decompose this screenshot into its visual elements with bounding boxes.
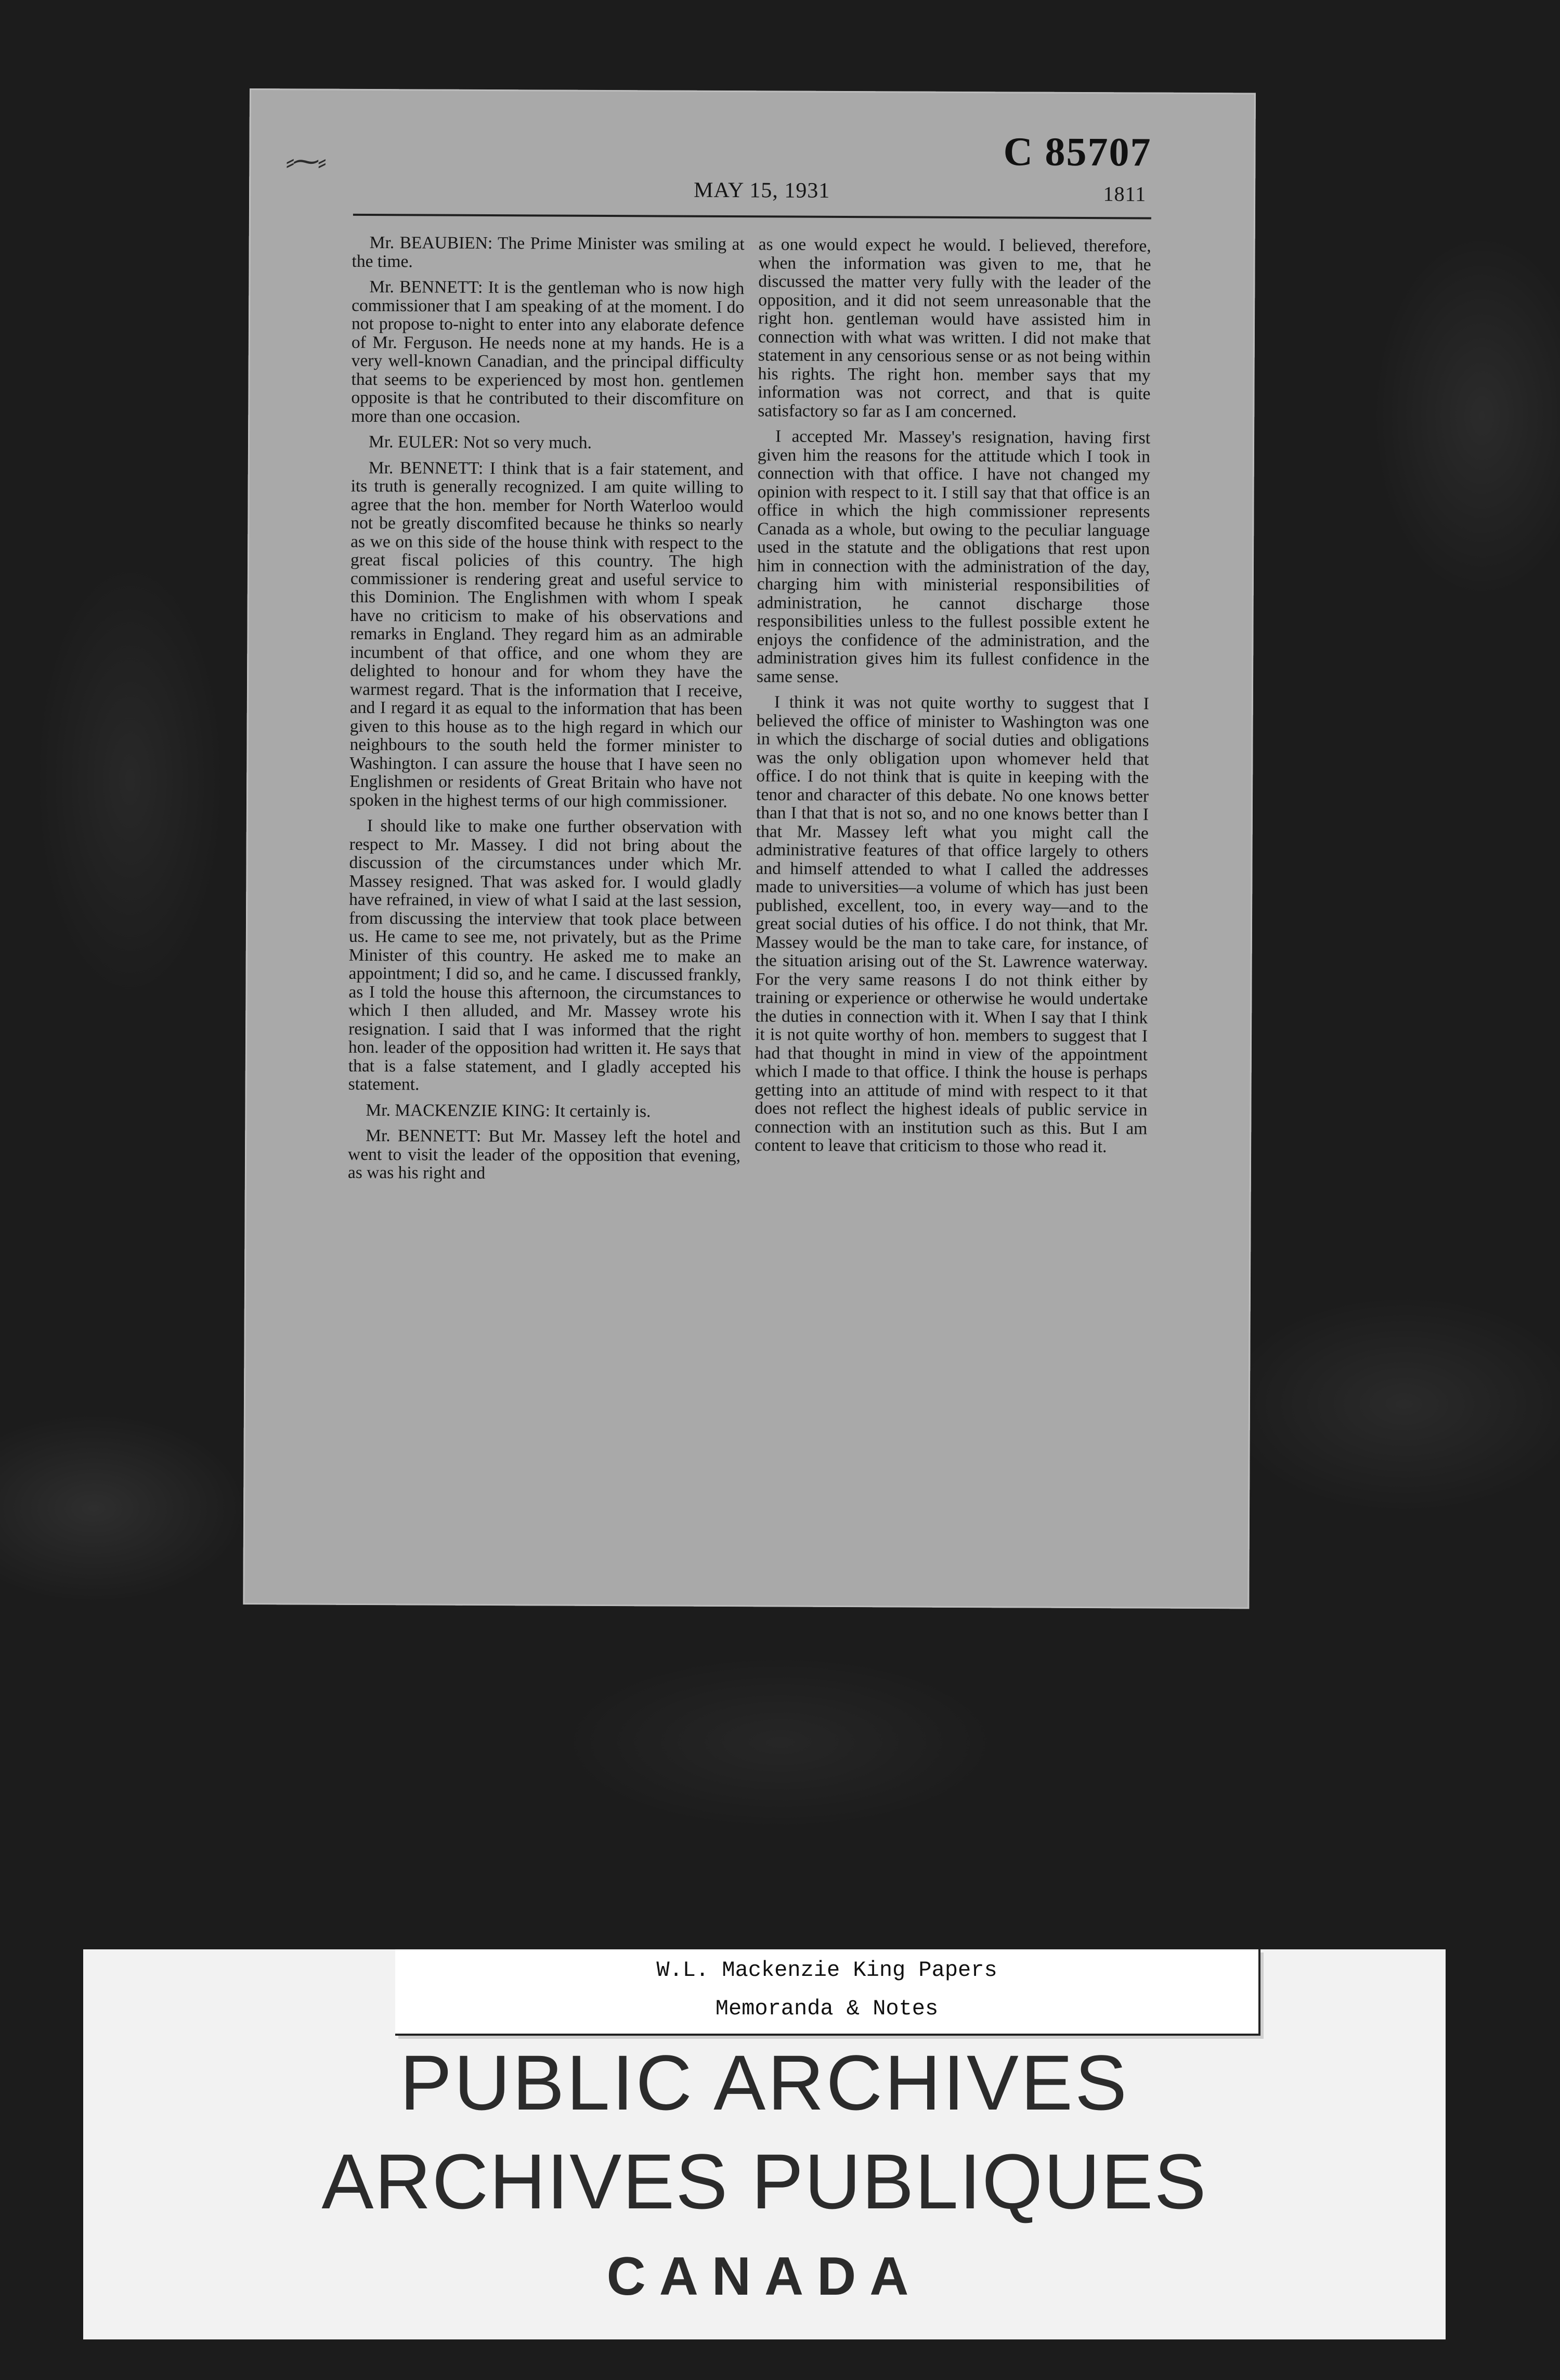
paragraph: Mr. BEAUBIEN: The Prime Minister was smiling at the time. (352, 233, 745, 271)
hansard-page (243, 88, 1256, 1609)
paragraph: Mr. BENNETT: I think that is a fair statement, and its truth is generally recognized. I am quite willing to agree that the hon. member for North Waterloo would not be greatly discomfited because he thinks so nearly as we on this side of the house think with respect to the great fiscal policies of this country. The high commissioner is rendering great and useful service to this Dominion. The Englishmen with whom I speak have no criticism to make of his observations and remarks in England. They regard him as an admirable incumbent of that office, and one whom they are delighted to honour and for whom they have the warmest regard. That is the information that I receive, and I regard it as equal to the information that has been given to this house as to the high regard in which our neighbours to the south held the former minister to Washington. I can assure the house that I have seen no Englishmen or residents of Great Britain who have not spoken in the highest terms of our high commissioner. (349, 458, 744, 811)
paragraph: I think it was not quite worthy to suggest that I believed the office of minister to Washington was one in which the discharge of social duties and obligations was the only obligation upon whomever held that office. I do not think that is quite in keeping with the tenor and character of this debate. No one knows better than I that that is not so, and no one knows better than I that Mr. Massey left what you might call the administrative features of that office largely to others and himself attended to what I called the addresses made to universities—a volume of which has just been published, excellent, too, in every way—and to the great social duties of his office. I do not think, that Mr. Massey would be the man to take care, for instance, of the situation arising out of the St. Lawrence waterway. For the very same reasons I do not think either by training or experience or otherwise he would undertake the duties in connection with it. When I say that I think it is not quite worthy of hon. members to suggest that I had that thought in mind in view of the appointment which I made to that office. I think the house is perhaps getting into an attitude of mind with respect to it that does not reflect the highest ideals of public service in connection with an institution such as this. But I am content to leave that criticism to those who read it. (755, 692, 1149, 1157)
paragraph: Mr. MACKENZIE KING: It certainly is. (366, 1100, 651, 1121)
paragraph: I accepted Mr. Massey's resignation, having first given him the reasons for the attitude which I took in connection with that office. I have not changed my opinion with respect to it. I still say that that office is an office in which the high commissioner represents Canada as a whole, but owing to the peculiar language used in the statute and the obligations that rest upon him in connection with the administration of the day, charging him with ministerial responsibilities of administration, he cannot discharge those responsibilities unless to the fullest possible extent he enjoys the confidence of the administration, and the administration gives him its fullest confidence in the same sense. (756, 426, 1151, 687)
archive-name-english: PUBLIC ARCHIVES (399, 2039, 1129, 2126)
archive-name-french: ARCHIVES PUBLIQUES (321, 2138, 1207, 2225)
series-name: Memoranda & Notes (715, 1996, 939, 2021)
paragraph: Mr. EULER: Not so very much. (368, 432, 592, 452)
page-number: 1811 (1103, 182, 1147, 206)
archive-country: CANADA (606, 2246, 922, 2307)
collection-name: W.L. Mackenzie King Papers (656, 1958, 997, 1983)
right-column (755, 235, 1151, 1163)
paragraph: as one would expect he would. I believed, therefore, when the information was given to me, that he discussed the matter very fully with the leader of the opposition, and it did not seem unreasonable that the right hon. gentleman would have assisted him in connection with what was written. I did not make that statement in any censorious sense or as not being within his rights. The right hon. member says that my information was not correct, and that is quite satisfactory so far as I am concerned. (758, 235, 1151, 421)
paragraph: I should like to make one further observation with respect to Mr. Massey. I did not bring about the discussion of the circumstances under which Mr. Massey resigned. That was asked for. I would gladly have refrained, in view of what I said at the last session, from discussing the interview that took place between us. He came to see me, not privately, but as the Prime Minister of this country. He asked me to make an appointment; I did so, and he came. I discussed frankly, as I told the house this afternoon, the circumstances to which I then alluded, and Mr. Massey wrote his resignation. I said that I was informed that the right hon. leader of the opposition had written it. He says that that is a false statement, and I gladly accepted his statement. (348, 816, 742, 1094)
paragraph: Mr. BENNETT: But Mr. Massey left the hotel and went to visit the leader of the opposition that evening, as was his right and (347, 1126, 741, 1183)
paragraph: Mr. BENNETT: It is the gentleman who is now high commissioner that I am speaking of at the moment. I do not propose to-night to enter into any elaborate defence of Mr. Ferguson. He needs none at my hands. He is a very well-known Canadian, and the principal difficulty that seems to be experienced by most hon. gentlemen opposite is that he contributed to their discomfiture on more than one occasion. (351, 277, 745, 426)
left-column (348, 234, 745, 1191)
header-rule (353, 214, 1151, 219)
archive-label (83, 1949, 1446, 2339)
page-mark: ⸗⁓⸗ (285, 147, 325, 177)
page-date: MAY 15, 1931 (694, 178, 830, 203)
reference-number: C 85707 (1003, 128, 1152, 175)
collection-tab (395, 1949, 1260, 2036)
